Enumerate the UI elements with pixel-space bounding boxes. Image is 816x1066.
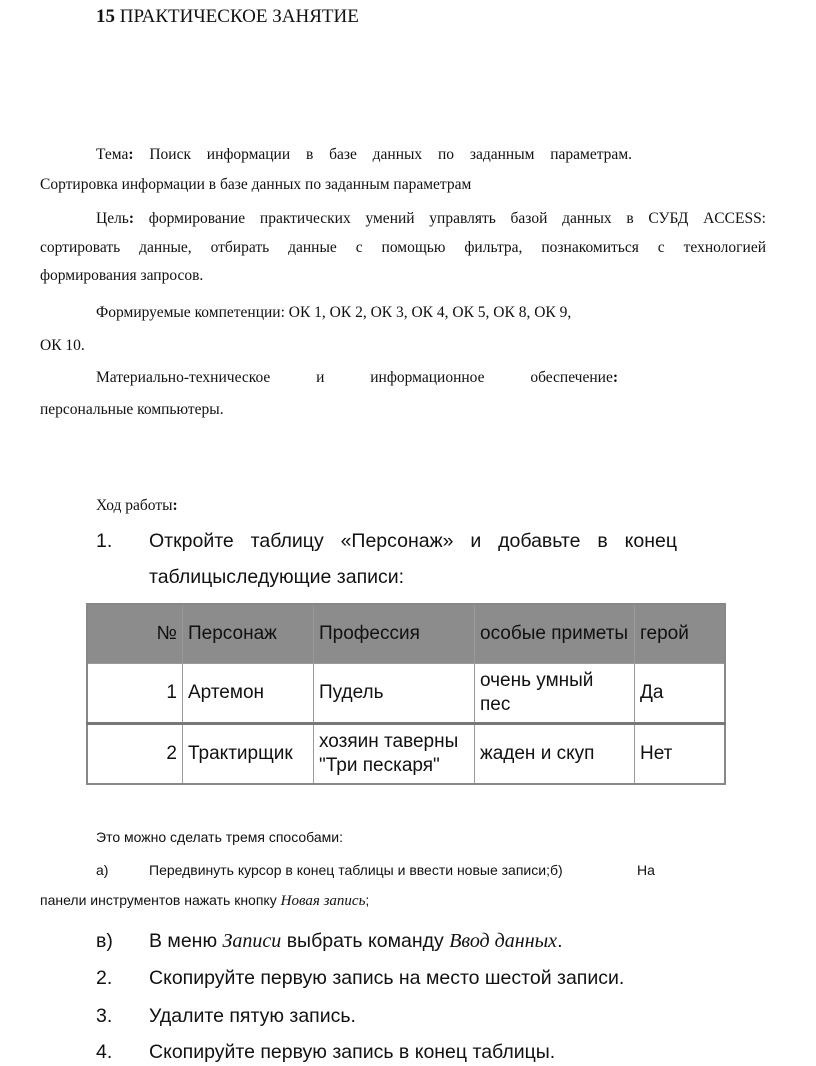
cell-features: очень умный пес: [475, 664, 635, 724]
header-hero: герой: [635, 604, 726, 664]
method-v-label: в): [96, 930, 113, 952]
workflow-heading: [96, 496, 178, 516]
new-record-command: Новая запись: [280, 893, 366, 909]
colon: :: [128, 146, 134, 163]
records-menu: Записи: [222, 930, 282, 952]
colon: :: [612, 369, 618, 386]
cell-profession: хозяин таверны "Три пескаря": [314, 724, 475, 785]
cell-number: 1: [87, 664, 183, 724]
step-number: 1.: [96, 530, 113, 552]
cell-features: жаден и скуп: [475, 724, 635, 785]
colon: :: [172, 497, 178, 514]
page-title: [96, 6, 359, 28]
punct: ;: [365, 892, 370, 908]
step-text: Скопируйте первую запись на место шестой записи.: [149, 967, 625, 989]
step1-line2: таблицыследующие записи:: [149, 566, 405, 588]
cell-hero: Да: [635, 664, 726, 724]
header-number: №: [87, 604, 183, 664]
step-number: 2.: [96, 967, 113, 989]
header-character: Персонаж: [183, 604, 314, 664]
lesson-number: 15: [96, 6, 115, 27]
provision-line2: персональные компьютеры.: [40, 401, 224, 418]
step-text: Скопируйте первую запись в конец таблицы.: [149, 1041, 556, 1063]
cell-profession: Пудель: [314, 664, 475, 724]
table-row: [87, 664, 725, 724]
title-text: ПРАКТИЧЕСКОЕ ЗАНЯТИЕ: [115, 6, 359, 27]
step-number: 4.: [96, 1041, 113, 1063]
method-b-text: панели инструментов нажать кнопку: [40, 892, 281, 908]
cell-hero: Нет: [635, 724, 726, 785]
data-entry-command: Ввод данных: [449, 930, 558, 952]
table-row: [87, 724, 725, 785]
method-b-start: На: [637, 862, 655, 878]
topic-label: Тема: [96, 146, 129, 163]
colon: :: [128, 210, 135, 227]
topic-text: Поиск информации в базе данных по заданным параметрам.: [133, 146, 632, 163]
provision-text: Материально-техническое и информационное обеспечение: [96, 369, 613, 386]
table-header-row: [87, 604, 725, 664]
workflow-label: Ход работы: [96, 497, 173, 514]
goal-text: формирование практических умений управлять базой данных в СУБД ACCESS:: [134, 210, 766, 227]
method-v-text: [149, 928, 562, 954]
method-a-label: а): [96, 862, 109, 878]
text: выбрать команду: [281, 930, 450, 952]
goal-line2: сортировать данные, отбирать данные с помощью фильтра, познакомиться с технологией: [40, 239, 766, 256]
methods-intro: Это можно сделать тремя способами:: [96, 829, 343, 845]
header-features: особые приметы: [475, 604, 635, 664]
method-a-text: Передвинуть курсор в конец таблицы и ввести новые записи;б): [149, 862, 563, 878]
punct: .: [557, 930, 563, 952]
topic-line2: Сортировка информации в базе данных по заданным параметрам: [40, 176, 472, 193]
goal-line3: формирования запросов.: [40, 267, 204, 284]
step-number: 3.: [96, 1005, 113, 1027]
topic-line1: [96, 145, 632, 165]
provision-line1: [96, 368, 618, 388]
method-b-line2: [40, 892, 369, 910]
competencies-line2: ОК 10.: [40, 337, 85, 354]
step-text: Удалите пятую запись.: [149, 1005, 356, 1027]
header-profession: Профессия: [314, 604, 475, 664]
text: В меню: [149, 930, 223, 952]
step1-line1: Откройте таблицу «Персонаж» и добавьте в конец: [149, 530, 677, 552]
goal-label: Цель: [96, 210, 129, 227]
cell-character: Трактирщик: [183, 724, 314, 785]
characters-table: [86, 603, 726, 785]
cell-character: Артемон: [183, 664, 314, 724]
goal-line1: [96, 209, 766, 229]
cell-number: 2: [87, 724, 183, 785]
competencies-line1: Формируемые компетенции: ОК 1, ОК 2, ОК 3, ОК 4, ОК 5, ОК 8, ОК 9,: [96, 304, 572, 321]
